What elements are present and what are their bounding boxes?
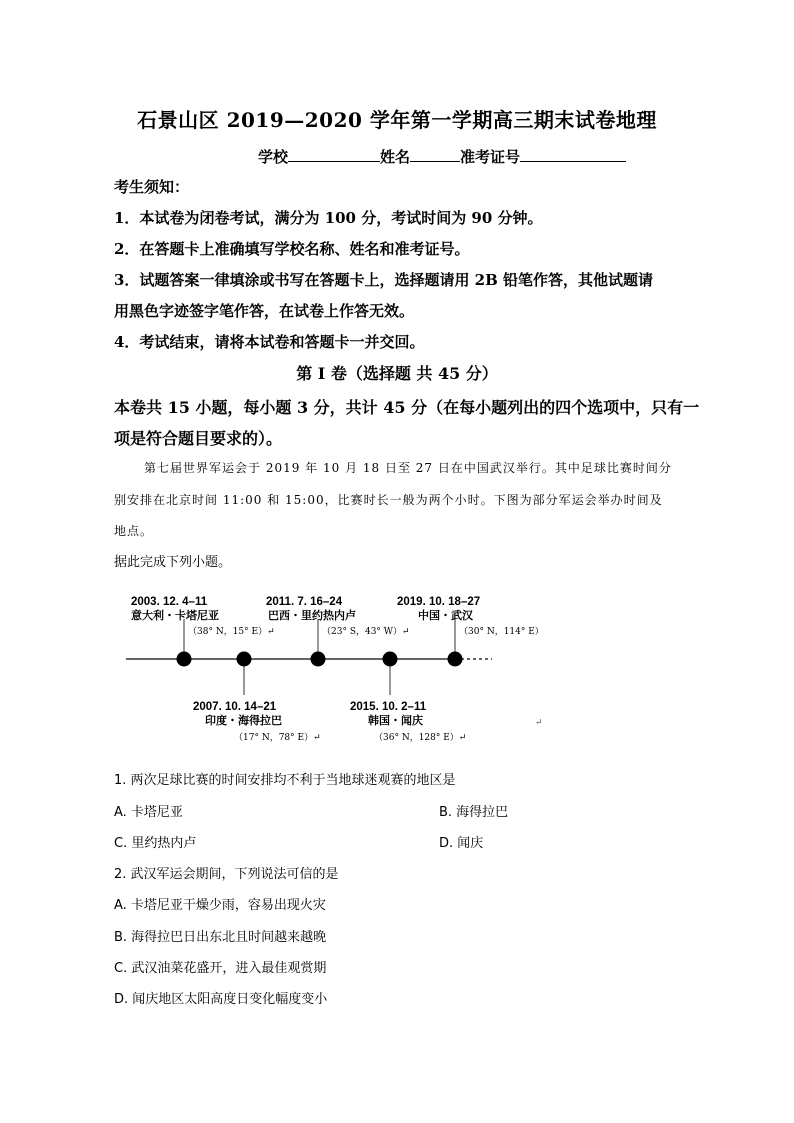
passage-line-2: 别安排在北京时间 11:00 和 15:00，比赛时长一般为两个小时。下图为部分军运会举办时间及 [114, 493, 663, 507]
question-2-stem: 2. 武汉军运会期间，下列说法可信的是 [114, 867, 339, 882]
q2-option-c[interactable]: C. 武汉油菜花盛开，进入最佳观赏期 [114, 961, 327, 976]
coord-mungyeong: （36° N，128° E）↵ [374, 733, 467, 743]
school-label: 学校 [258, 148, 289, 166]
notice-item-2: 2．在答题卡上准确填写学校名称、姓名和准考证号。 [114, 240, 470, 258]
q2-option-b[interactable]: B. 海得拉巴日出东北且时间越来越晚 [114, 930, 327, 945]
q2-option-a[interactable]: A. 卡塔尼亚干燥少雨，容易出现火灾 [114, 898, 326, 913]
name-label: 姓名 [380, 148, 411, 166]
place-wuhan: 中国・武汉 [418, 609, 473, 622]
date-2003: 2003. 12. 4–11 [131, 596, 208, 608]
id-label: 准考证号 [460, 148, 521, 166]
passage-line-3: 地点。 [114, 524, 154, 538]
notice-heading: 考生须知： [114, 178, 190, 196]
notice-item-1: 1．本试卷为闭卷考试，满分为 100 分，考试时间为 90 分钟。 [114, 209, 543, 227]
id-blank[interactable] [520, 147, 626, 162]
place-rio: 巴西・里约热内卢 [268, 609, 356, 622]
q1-option-a[interactable]: A. 卡塔尼亚 [114, 805, 183, 820]
event-dot-2003 [177, 652, 192, 667]
notice-item-3: 3．试题答案一律填涂或书写在答题卡上，选择题请用 2B 铅笔作答，其他试题请 [114, 271, 654, 289]
passage-prompt: 据此完成下列小题。 [114, 555, 232, 570]
candidate-info-line [258, 146, 626, 167]
question-1-stem: 1. 两次足球比赛的时间安排均不利于当地球迷观赛的地区是 [114, 773, 456, 788]
coord-rio: （23° S，43° W）↵ [322, 627, 410, 637]
q1-option-d[interactable]: D. 闻庆 [439, 836, 484, 851]
place-catania: 意大利・卡塔尼亚 [131, 609, 219, 622]
q2-option-d[interactable]: D. 闻庆地区太阳高度日变化幅度变小 [114, 992, 328, 1007]
exam-title: 石景山区 2019—2020 学年第一学期高三期末试卷地理 [137, 108, 657, 132]
date-2011: 2011. 7. 16–24 [266, 596, 343, 608]
event-dot-2015 [383, 652, 398, 667]
trailing-return-mark: ↵ [535, 718, 543, 728]
coord-hyderabad: （17° N，78° E）↵ [234, 733, 321, 743]
coord-catania: （38° N，15° E）↵ [188, 627, 275, 637]
name-blank[interactable] [410, 147, 460, 162]
passage-line-1: 第七届世界军运会于 2019 年 10 月 18 日至 27 日在中国武汉举行。其中足球比赛时间分 [144, 461, 672, 475]
section-instructions-2: 项是符合题目要求的）。 [114, 429, 283, 448]
place-mungyeong: 韩国・闻庆 [368, 714, 423, 727]
coord-wuhan: （30° N，114° E） [459, 627, 544, 637]
school-blank[interactable] [288, 147, 380, 162]
event-dot-2007 [237, 652, 252, 667]
date-2007: 2007. 10. 14–21 [193, 701, 277, 713]
section-title: 第 I 卷（选择题 共 45 分） [296, 364, 498, 383]
q1-option-b[interactable]: B. 海得拉巴 [439, 805, 509, 820]
place-hyderabad: 印度・海得拉巴 [205, 714, 282, 727]
q1-option-c[interactable]: C. 里约热内卢 [114, 836, 197, 851]
event-dot-2019 [448, 652, 463, 667]
timeline-figure [0, 585, 794, 750]
notice-item-4: 4．考试结束，请将本试卷和答题卡一并交回。 [114, 333, 425, 351]
section-instructions-1: 本卷共 15 小题，每小题 3 分，共计 45 分（在每小题列出的四个选项中，只有一 [114, 398, 700, 417]
event-dot-2011 [311, 652, 326, 667]
date-2015: 2015. 10. 2–11 [350, 701, 427, 713]
notice-item-3-cont: 用黑色字迹签字笔作答，在试卷上作答无效。 [114, 302, 415, 320]
date-2019: 2019. 10. 18–27 [397, 596, 481, 608]
